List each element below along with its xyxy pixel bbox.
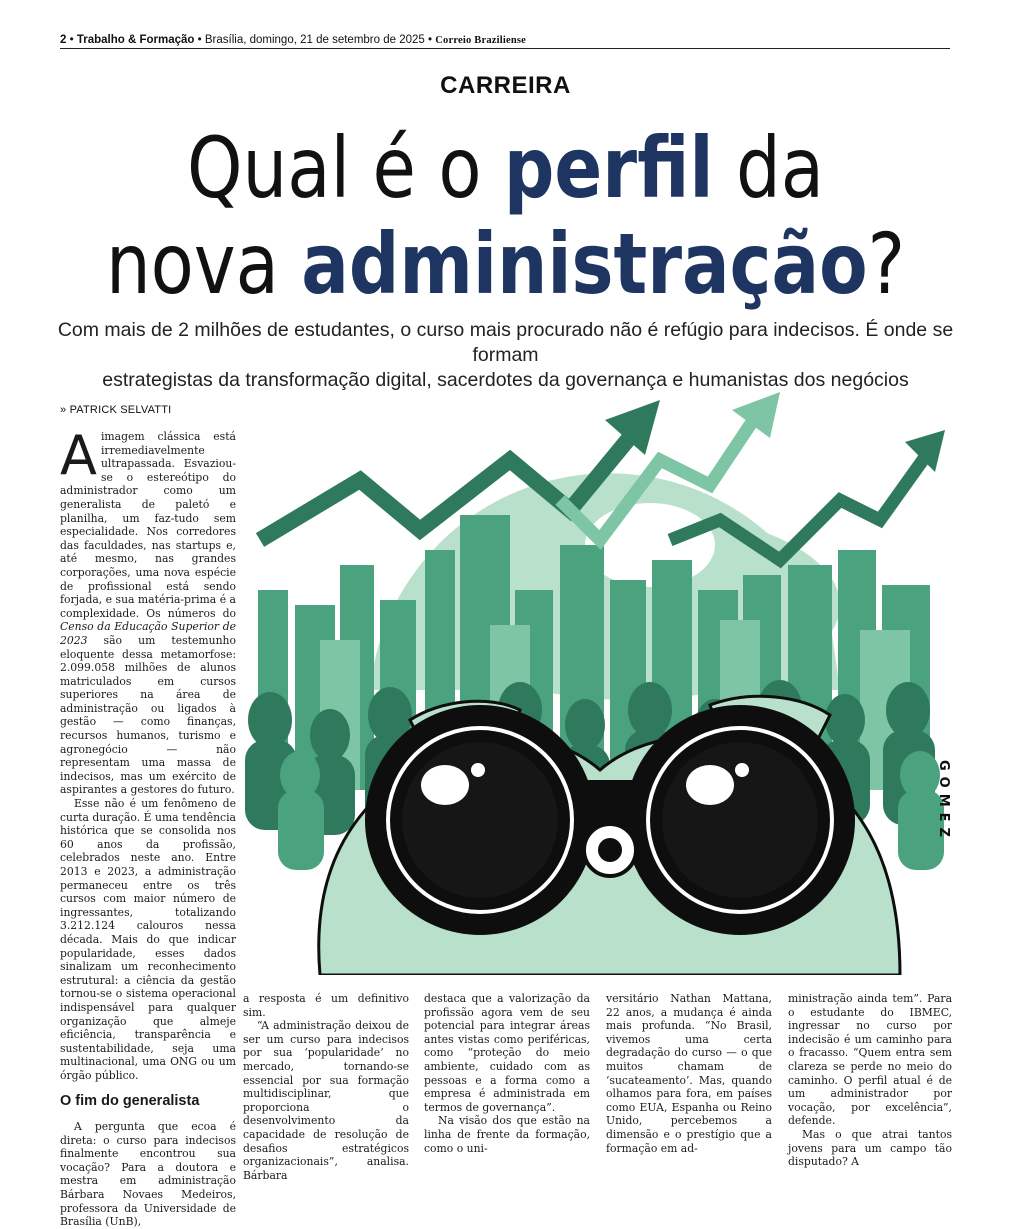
headline-line-2 xyxy=(81,214,930,314)
binoculars-city-illustration xyxy=(240,390,952,975)
paragraph: A pergunta que ecoa é direta: o curso para indecisos finalmente encontrou sua vocação? Para a doutora e mestra em administração Bárbara Novaes Medeiros, professora da Universidade de Brasília (UnB), xyxy=(60,1120,236,1229)
headline-text: da xyxy=(713,119,825,217)
bullet-separator: • xyxy=(428,34,436,46)
paragraph: a resposta é um definitivo sim. xyxy=(243,992,409,1019)
article-column-2 xyxy=(243,992,409,1182)
subheading: O fim do generalista xyxy=(60,1092,200,1109)
paragraph xyxy=(60,424,236,797)
article-column-4 xyxy=(606,992,772,1155)
newspaper-name: Correio Braziliense xyxy=(435,35,527,46)
folio-line xyxy=(60,33,950,47)
paragraph: destaca que a valorização da profissão agora vem de seu potencial para integrar áreas antes vistas como periféricas, como “proteção do meio ambiente, cuidado com as pessoas e a forma como a empresa é administrada em termos de governança”. xyxy=(424,992,590,1114)
section-name: Trabalho & Formação xyxy=(76,34,195,46)
paragraph-text: são um testemunho eloquente dessa metamorfose: 2.099.058 milhões de alunos matriculados em cursos superiores na área de administração ou ligados à gestão — como finanças, recursos humanos, turismo e agronegócio — não representam uma massa de indecisos, mas um exército de aspirantes a gestores do futuro. xyxy=(60,633,236,797)
headline-accent-word: perfil xyxy=(503,119,714,217)
deck-subtitle xyxy=(40,318,971,393)
headline-text: Qual é o xyxy=(186,119,504,217)
page-number: 2 xyxy=(60,34,67,46)
paragraph: Na visão dos que estão na linha de frente da formação, como o uni- xyxy=(424,1114,590,1155)
census-title: Censo da Educação Superior de 2023 xyxy=(60,620,236,647)
headline-text: nova xyxy=(105,215,302,313)
bullet-separator: • xyxy=(197,34,205,46)
paragraph-text: imagem clássica está irremediavelmente ultrapassada. Esvaziou-se o estereótipo do administrador como um generalista de paletó e planilha, um faz-tudo sem especialidade. Nos corredores das faculdades, nas startups e, até mesmo, nas grandes corporações, uma nova espécie de profissional está sendo forjada, e sua matéria-prima é a complexidade. Os números do xyxy=(60,430,236,620)
article-column-1 xyxy=(60,424,236,1229)
paragraph: Mas o que atrai tantos jovens para um campo tão disputado? A xyxy=(788,1127,952,1169)
section-kicker: CARREIRA xyxy=(440,72,571,99)
growth-arrows xyxy=(260,392,945,560)
paragraph: “A administração deixou de ser um curso para indecisos por sua ‘popularidade’ no mercado, tornando-se essencial por sua formação multidisciplinar, que proporciona o desenvolvimento da capacidade de resolução de desafios estratégicos organizacionais”, analisa. Bárbara xyxy=(243,1019,409,1182)
article-column-5 xyxy=(788,992,952,1169)
deck-line-2: estrategistas da transformação digital, sacerdotes da governança e humanistas dos negócios xyxy=(102,369,909,391)
headline-accent-word: administração xyxy=(301,215,868,313)
folio-rule xyxy=(60,48,950,49)
headline-line-1 xyxy=(81,118,930,218)
deck-line-1: Com mais de 2 milhões de estudantes, o curso mais procurado não é refúgio para indecisos. É onde se formam xyxy=(57,319,954,366)
artist-signature: GOMEZ xyxy=(936,760,951,843)
paragraph: versitário Nathan Mattana, 22 anos, a mudança é ainda mais profunda. “No Brasil, vivemos uma certa degradação do curso — o que muitos chamam de ‘sucateamento’. Mas, quando olhamos para fora, em países como EUA, Espanha ou Reino Unido, percebemos a dimensão e o prestígio que a formação em ad- xyxy=(606,992,772,1155)
bullet-separator: • xyxy=(69,34,77,46)
headline-text: ? xyxy=(867,215,906,313)
sun-highlight xyxy=(585,503,715,587)
paragraph: Esse não é um fenômeno de curta duração. É uma tendência histórica que se consolida nos 60 anos da profissão, celebrados neste ano. Entre 2013 e 2023, a administração permaneceu entre os três cursos com maior número de ingressantes, totalizando 3.212.124 calouros nessa década. Mais do que indicar popularidade, esses dados sinalizam um reconhecimento estrutural: a ciência da gestão tornou-se o sistema operacional indispensável para qualquer organização que almeje eficiência, transparência e sustentabilidade, seja uma multinacional, uma ONG ou um órgão público. xyxy=(60,797,236,1082)
article-column-3 xyxy=(424,992,590,1155)
paragraph: ministração ainda tem”. Para o estudante do IBMEC, ingressar no curso por indecisão é um caminho para o fracasso. “Quem entra sem clareza se perde no meio do caminho. O perfil atual é de um administrador por vocação, por excelência”, defende. xyxy=(788,992,952,1128)
drop-cap: A xyxy=(60,424,97,487)
byline: » PATRICK SELVATTI xyxy=(60,404,172,416)
dateline: Brasília, domingo, 21 de setembro de 2025 xyxy=(204,34,425,46)
